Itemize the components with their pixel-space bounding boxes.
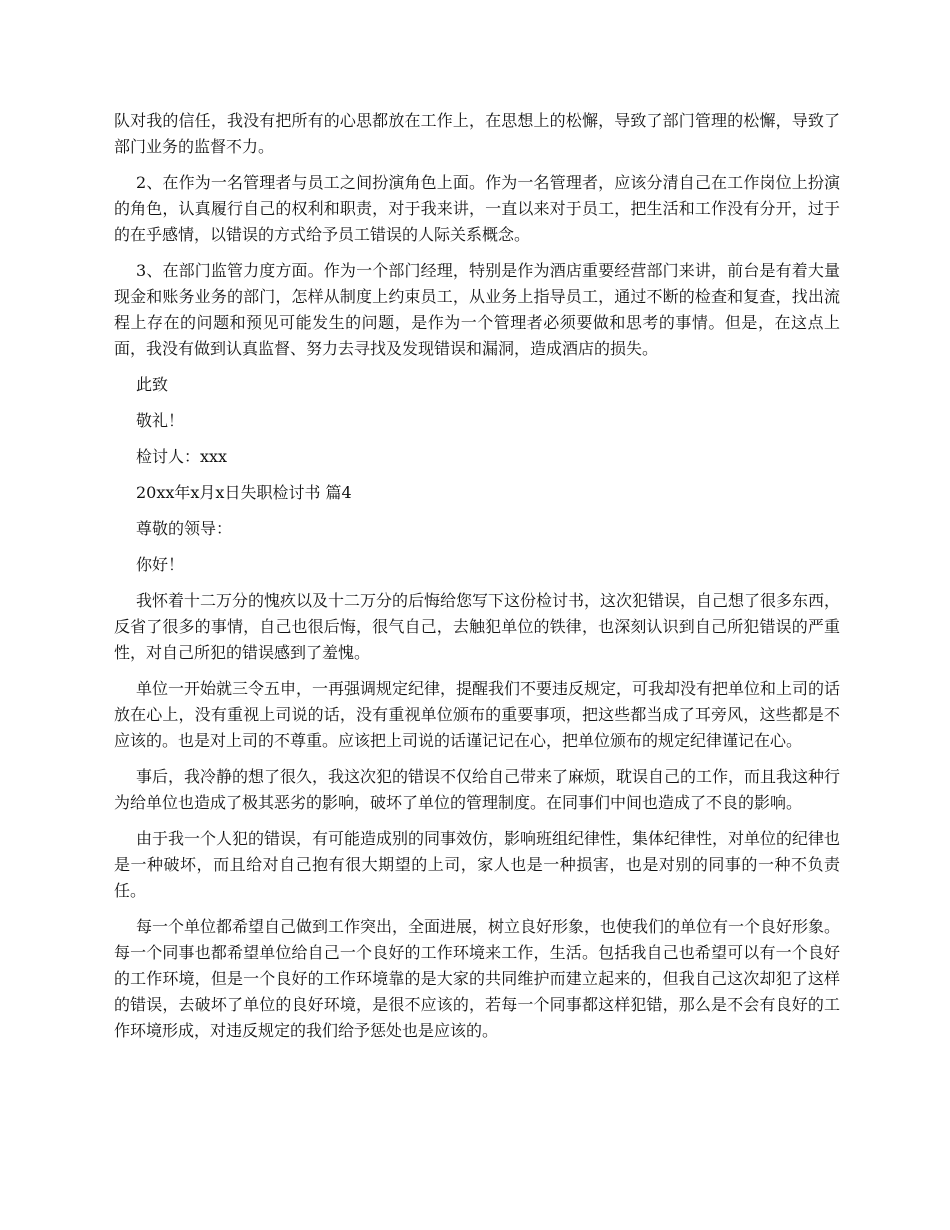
closing-salutation: 此致 bbox=[136, 375, 169, 394]
closing-respect: 敬礼！ bbox=[136, 411, 185, 430]
paragraph-environment: 每一个单位都希望自己做到工作突出，全面进展，树立良好形象，也使我们的单位有一个良好形象。每一个同事也都希望单位给自己一个良好的工作环境来工作，生活。包括我自己也希望可以有一个良好的工作环境，但是一个良好的工作环境靠的是大家的共同维护而建立起来的，但我自己这次却犯了这样的错误，去破坏了单位的良好环境，是很不应该的，若每一个同事都这样犯错，那么是不会有良好的工作环境形成，对违反规定的我们给予惩处也是应该的。 bbox=[114, 917, 841, 1040]
paragraph-point-2: 2、在作为一名管理者与员工之间扮演角色上面。作为一名管理者，应该分清自己在工作岗位上扮演的角色，认真履行自己的权利和职责，对于我来讲，一直以来对于员工，把生活和工作没有分开，过于的在乎感情，以错误的方式给予员工错误的人际关系概念。 bbox=[114, 173, 840, 244]
paragraph-apology: 我怀着十二万分的愧疚以及十二万分的后悔给您写下这份检讨书，这次犯错误，自己想了很多东西，反省了很多的事情，自己也很后悔，很气自己，去触犯单位的铁律，也深刻认识到自己所犯错误的严重性，对自己所犯的错误感到了羞愧。 bbox=[114, 591, 841, 662]
document-page bbox=[114, 108, 840, 1044]
paragraph-impact: 由于我一个人犯的错误，有可能造成别的同事效仿，影响班组纪律性，集体纪律性，对单位的纪律也是一种破坏，而且给对自己抱有很大期望的上司，家人也是一种损害，也是对别的同事的一种不负责任。 bbox=[114, 829, 841, 900]
paragraph-reflection: 事后，我冷静的想了很久，我这次犯的错误不仅给自己带来了麻烦，耽误自己的工作，而且我这种行为给单位也造成了极其恶劣的影响，破坏了单位的管理制度。在同事们中间也造成了不良的影响。 bbox=[114, 767, 841, 812]
reviewer-signature: 检讨人：xxx bbox=[136, 447, 228, 466]
greeting-hello: 你好！ bbox=[136, 555, 185, 574]
section-heading-4: 20xx年x月x日失职检讨书 篇4 bbox=[136, 483, 352, 502]
paragraph-point-3: 3、在部门监管力度方面。作为一个部门经理，特别是作为酒店重要经营部门来讲，前台是有着大量现金和账务业务的部门，怎样从制度上约束员工，从业务上指导员工，通过不断的检查和复查，找出流程上存在的问题和预见可能发生的问题，是作为一个管理者必须要做和思考的事情。但是，在这点上面，我没有做到认真监督、努力去寻找及发现错误和漏洞，造成酒店的损失。 bbox=[114, 261, 840, 358]
paragraph-continued-trust: 队对我的信任，我没有把所有的心思都放在工作上，在思想上的松懈，导致了部门管理的松懈，导致了部门业务的监督不力。 bbox=[114, 111, 840, 156]
paragraph-rules: 单位一开始就三令五申，一再强调规定纪律，提醒我们不要违反规定，可我却没有把单位和上司的话放在心上，没有重视上司说的话，没有重视单位颁布的重要事项，把这些都当成了耳旁风，这些都是不应该的。也是对上司的不尊重。应该把上司说的话谨记记在心，把单位颁布的规定纪律谨记在心。 bbox=[114, 679, 841, 750]
greeting-recipient: 尊敬的领导： bbox=[136, 519, 233, 538]
